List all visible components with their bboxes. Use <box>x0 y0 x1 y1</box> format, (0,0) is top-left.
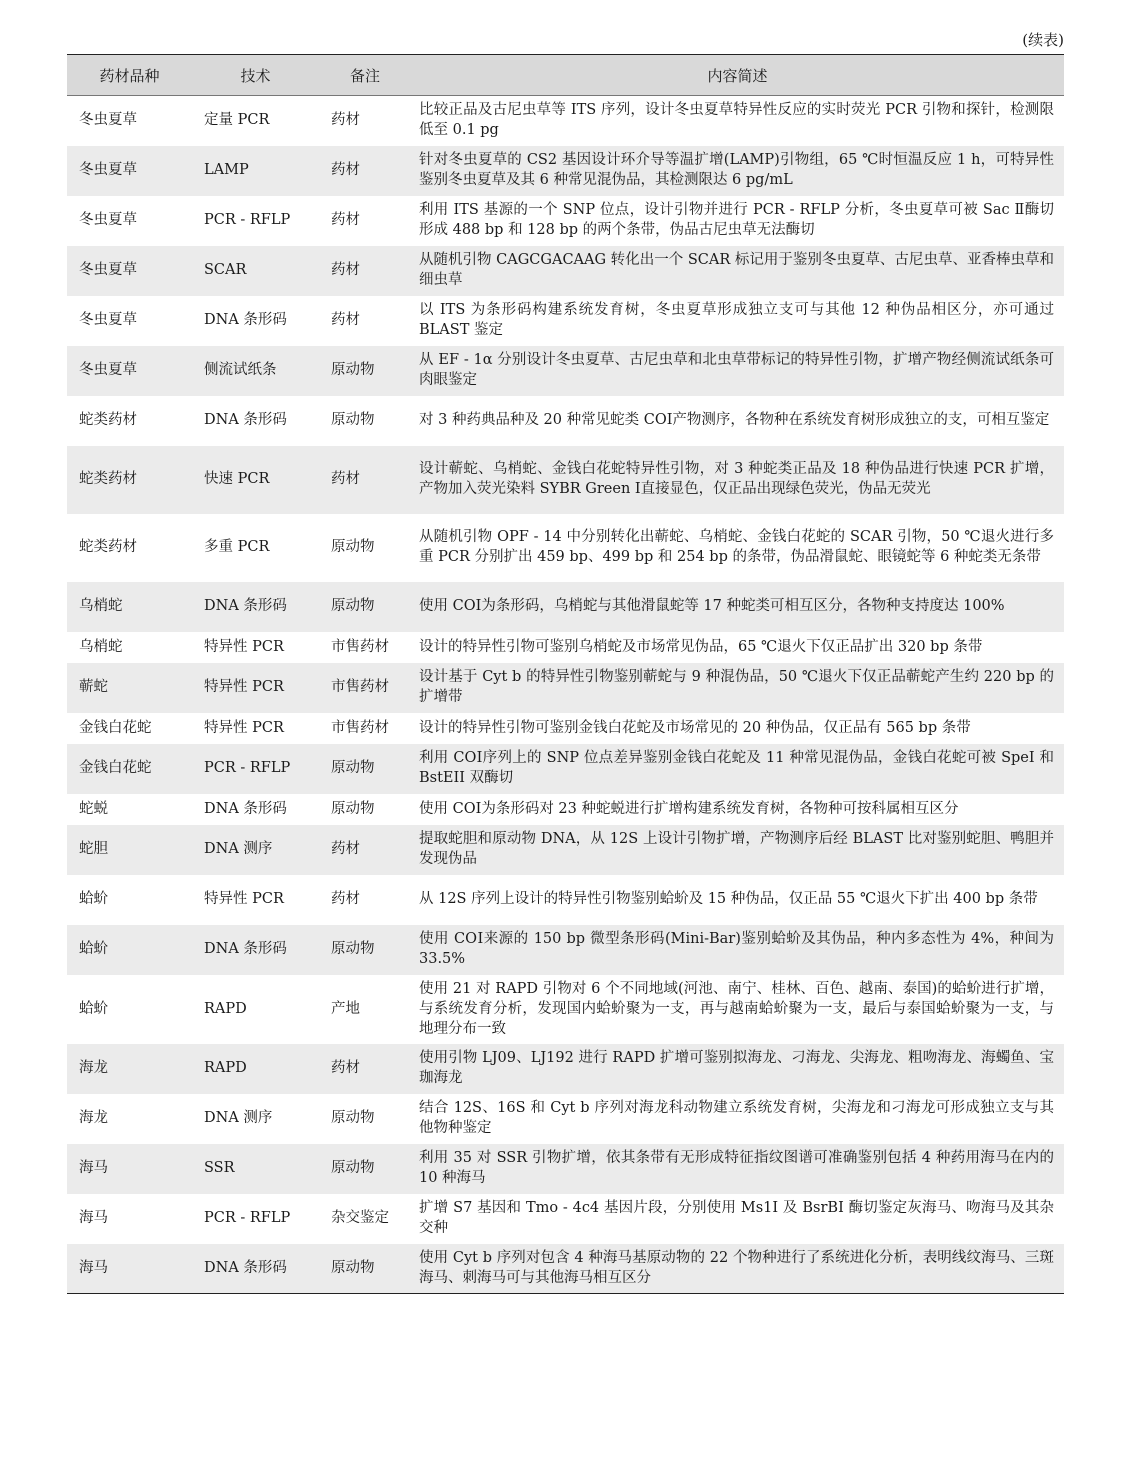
cell-technique: 特异性 PCR <box>192 713 319 744</box>
cell-description: 使用 COⅠ为条形码对 23 种蛇蜕进行扩增构建系统发育树，各物种可按科属相互区分 <box>411 794 1064 825</box>
cell-note: 药材 <box>319 296 411 346</box>
cell-note: 原动物 <box>319 925 411 975</box>
cell-note: 原动物 <box>319 1094 411 1144</box>
cell-note: 市售药材 <box>319 663 411 713</box>
table-row <box>67 825 1064 875</box>
cell-species: 蛇类药材 <box>67 446 192 514</box>
cell-description: 比较正品及古尼虫草等 ITS 序列，设计冬虫夏草特异性反应的实时荧光 PCR 引物和探针，检测限低至 0.1 pg <box>411 96 1064 146</box>
cell-description: 使用 COⅠ为条形码，乌梢蛇与其他滑鼠蛇等 17 种蛇类可相互区分，各物种支持度达 100% <box>411 582 1064 632</box>
cell-description: 利用 ITS 基源的一个 SNP 位点，设计引物并进行 PCR - RFLP 分析，冬虫夏草可被 Sac Ⅱ酶切形成 488 bp 和 128 bp 的两个条带，伪品古尼虫草无法酶切 <box>411 196 1064 246</box>
cell-description: 使用 21 对 RAPD 引物对 6 个不同地域(河池、南宁、桂林、百色、越南、泰国)的蛤蚧进行扩增，与系统发育分析，发现国内蛤蚧聚为一支，再与越南蛤蚧聚为一支，最后与泰国蛤蚧聚为一支，与地理分布一致 <box>411 975 1064 1044</box>
table-row <box>67 1194 1064 1244</box>
cell-technique: SSR <box>192 1144 319 1194</box>
cell-species: 蛤蚧 <box>67 925 192 975</box>
cell-note: 原动物 <box>319 794 411 825</box>
cell-technique: DNA 条形码 <box>192 296 319 346</box>
cell-note: 药材 <box>319 246 411 296</box>
header-note: 备注 <box>319 55 411 96</box>
cell-technique: 定量 PCR <box>192 96 319 146</box>
table-body <box>67 96 1064 1294</box>
header-species: 药材品种 <box>67 55 192 96</box>
cell-species: 蛤蚧 <box>67 875 192 925</box>
table-row <box>67 663 1064 713</box>
cell-note: 药材 <box>319 446 411 514</box>
cell-technique: 特异性 PCR <box>192 632 319 663</box>
cell-technique: 多重 PCR <box>192 514 319 582</box>
cell-technique: DNA 条形码 <box>192 582 319 632</box>
cell-description: 从 EF - 1α 分别设计冬虫夏草、古尼虫草和北虫草带标记的特异性引物，扩增产物经侧流试纸条可肉眼鉴定 <box>411 346 1064 396</box>
cell-note: 药材 <box>319 96 411 146</box>
cell-note: 药材 <box>319 875 411 925</box>
cell-species: 蛇类药材 <box>67 396 192 446</box>
cell-description: 从 12S 序列上设计的特异性引物鉴别蛤蚧及 15 种伪品，仅正品 55 ℃退火下扩出 400 bp 条带 <box>411 875 1064 925</box>
table-row <box>67 744 1064 794</box>
table-row <box>67 246 1064 296</box>
cell-species: 冬虫夏草 <box>67 296 192 346</box>
cell-species: 冬虫夏草 <box>67 246 192 296</box>
cell-note: 药材 <box>319 825 411 875</box>
table-row <box>67 146 1064 196</box>
cell-species: 海龙 <box>67 1094 192 1144</box>
cell-technique: 侧流试纸条 <box>192 346 319 396</box>
cell-technique: PCR - RFLP <box>192 744 319 794</box>
cell-note: 原动物 <box>319 744 411 794</box>
identification-methods-table <box>67 54 1064 1294</box>
table-row <box>67 1044 1064 1094</box>
continued-label: (续表) <box>1022 31 1064 49</box>
cell-note: 市售药材 <box>319 713 411 744</box>
table-row <box>67 632 1064 663</box>
cell-species: 蛇胆 <box>67 825 192 875</box>
cell-note: 产地 <box>319 975 411 1044</box>
table-header-row <box>67 55 1064 96</box>
cell-description: 利用 COⅠ序列上的 SNP 位点差异鉴别金钱白花蛇及 11 种常见混伪品，金钱白花蛇可被 SpeI 和 BstEII 双酶切 <box>411 744 1064 794</box>
table-row <box>67 96 1064 146</box>
cell-species: 海龙 <box>67 1044 192 1094</box>
cell-technique: DNA 测序 <box>192 825 319 875</box>
table-row <box>67 346 1064 396</box>
cell-species: 金钱白花蛇 <box>67 744 192 794</box>
table-row <box>67 582 1064 632</box>
cell-technique: 特异性 PCR <box>192 663 319 713</box>
table-row <box>67 925 1064 975</box>
cell-technique: RAPD <box>192 1044 319 1094</box>
cell-technique: PCR - RFLP <box>192 196 319 246</box>
table-row <box>67 1144 1064 1194</box>
cell-description: 利用 35 对 SSR 引物扩增，依其条带有无形成特征指纹图谱可准确鉴别包括 4 种药用海马在内的 10 种海马 <box>411 1144 1064 1194</box>
cell-description: 设计基于 Cyt b 的特异性引物鉴别蕲蛇与 9 种混伪品，50 ℃退火下仅正品蕲蛇产生约 220 bp 的扩增带 <box>411 663 1064 713</box>
table-row <box>67 794 1064 825</box>
cell-description: 使用引物 LJ09、LJ192 进行 RAPD 扩增可鉴别拟海龙、刁海龙、尖海龙、粗吻海龙、海蠋鱼、宝珈海龙 <box>411 1044 1064 1094</box>
cell-description: 使用 COⅠ来源的 150 bp 微型条形码(Mini-Bar)鉴别蛤蚧及其伪品，种内多态性为 4%，种间为 33.5% <box>411 925 1064 975</box>
cell-technique: DNA 条形码 <box>192 396 319 446</box>
cell-species: 冬虫夏草 <box>67 196 192 246</box>
cell-description: 扩增 S7 基因和 Tmo - 4c4 基因片段，分别使用 Ms1I 及 BsrBI 酶切鉴定灰海马、吻海马及其杂交种 <box>411 1194 1064 1244</box>
cell-species: 乌梢蛇 <box>67 582 192 632</box>
cell-description: 提取蛇胆和原动物 DNA，从 12S 上设计引物扩增，产物测序后经 BLAST 比对鉴别蛇胆、鸭胆并发现伪品 <box>411 825 1064 875</box>
cell-species: 蛇蜕 <box>67 794 192 825</box>
cell-description: 从随机引物 CAGCGACAAG 转化出一个 SCAR 标记用于鉴别冬虫夏草、古尼虫草、亚香棒虫草和细虫草 <box>411 246 1064 296</box>
cell-species: 冬虫夏草 <box>67 96 192 146</box>
cell-species: 乌梢蛇 <box>67 632 192 663</box>
table-row <box>67 875 1064 925</box>
cell-note: 药材 <box>319 1044 411 1094</box>
header-technique: 技术 <box>192 55 319 96</box>
cell-technique: 快速 PCR <box>192 446 319 514</box>
cell-note: 原动物 <box>319 346 411 396</box>
table-row <box>67 296 1064 346</box>
table-row <box>67 975 1064 1044</box>
cell-species: 海马 <box>67 1244 192 1294</box>
cell-technique: DNA 条形码 <box>192 1244 319 1294</box>
cell-note: 杂交鉴定 <box>319 1194 411 1244</box>
cell-technique: 特异性 PCR <box>192 875 319 925</box>
table-row <box>67 196 1064 246</box>
table-row <box>67 1094 1064 1144</box>
cell-technique: DNA 条形码 <box>192 925 319 975</box>
cell-description: 设计的特异性引物可鉴别乌梢蛇及市场常见伪品，65 ℃退火下仅正品扩出 320 bp 条带 <box>411 632 1064 663</box>
cell-technique: LAMP <box>192 146 319 196</box>
cell-technique: PCR - RFLP <box>192 1194 319 1244</box>
cell-species: 冬虫夏草 <box>67 346 192 396</box>
cell-description: 设计的特异性引物可鉴别金钱白花蛇及市场常见的 20 种伪品，仅正品有 565 bp 条带 <box>411 713 1064 744</box>
cell-species: 蕲蛇 <box>67 663 192 713</box>
cell-species: 海马 <box>67 1144 192 1194</box>
table-row <box>67 514 1064 582</box>
cell-note: 市售药材 <box>319 632 411 663</box>
cell-technique: RAPD <box>192 975 319 1044</box>
table-row <box>67 446 1064 514</box>
cell-note: 药材 <box>319 146 411 196</box>
cell-description: 使用 Cyt b 序列对包含 4 种海马基原动物的 22 个物种进行了系统进化分析，表明线纹海马、三斑海马、刺海马可与其他海马相互区分 <box>411 1244 1064 1294</box>
header-description: 内容简述 <box>411 55 1064 96</box>
cell-species: 金钱白花蛇 <box>67 713 192 744</box>
cell-note: 原动物 <box>319 514 411 582</box>
cell-note: 药材 <box>319 196 411 246</box>
cell-description: 针对冬虫夏草的 CS2 基因设计环介导等温扩增(LAMP)引物组，65 ℃时恒温反应 1 h，可特异性鉴别冬虫夏草及其 6 种常见混伪品，其检测限达 6 pg/mL <box>411 146 1064 196</box>
cell-species: 海马 <box>67 1194 192 1244</box>
cell-note: 原动物 <box>319 1244 411 1294</box>
cell-species: 冬虫夏草 <box>67 146 192 196</box>
cell-note: 原动物 <box>319 582 411 632</box>
cell-species: 蛤蚧 <box>67 975 192 1044</box>
cell-note: 原动物 <box>319 396 411 446</box>
table-row <box>67 1244 1064 1294</box>
cell-description: 设计蕲蛇、乌梢蛇、金钱白花蛇特异性引物，对 3 种蛇类正品及 18 种伪品进行快速 PCR 扩增，产物加入荧光染料 SYBR Green Ⅰ直接显色，仅正品出现绿色荧光，伪品无荧光 <box>411 446 1064 514</box>
cell-description: 以 ITS 为条形码构建系统发育树，冬虫夏草形成独立支可与其他 12 种伪品相区分，亦可通过 BLAST 鉴定 <box>411 296 1064 346</box>
cell-technique: DNA 条形码 <box>192 794 319 825</box>
cell-description: 从随机引物 OPF - 14 中分别转化出蕲蛇、乌梢蛇、金钱白花蛇的 SCAR 引物，50 ℃退火进行多重 PCR 分别扩出 459 bp、499 bp 和 254 bp 的条带，伪品滑鼠蛇、眼镜蛇等 6 种蛇类无条带 <box>411 514 1064 582</box>
cell-technique: SCAR <box>192 246 319 296</box>
cell-technique: DNA 测序 <box>192 1094 319 1144</box>
table-row <box>67 396 1064 446</box>
cell-description: 对 3 种药典品种及 20 种常见蛇类 COⅠ产物测序，各物种在系统发育树形成独立的支，可相互鉴定 <box>411 396 1064 446</box>
cell-note: 原动物 <box>319 1144 411 1194</box>
cell-species: 蛇类药材 <box>67 514 192 582</box>
cell-description: 结合 12S、16S 和 Cyt b 序列对海龙科动物建立系统发育树，尖海龙和刁海龙可形成独立支与其他物种鉴定 <box>411 1094 1064 1144</box>
table-row <box>67 713 1064 744</box>
